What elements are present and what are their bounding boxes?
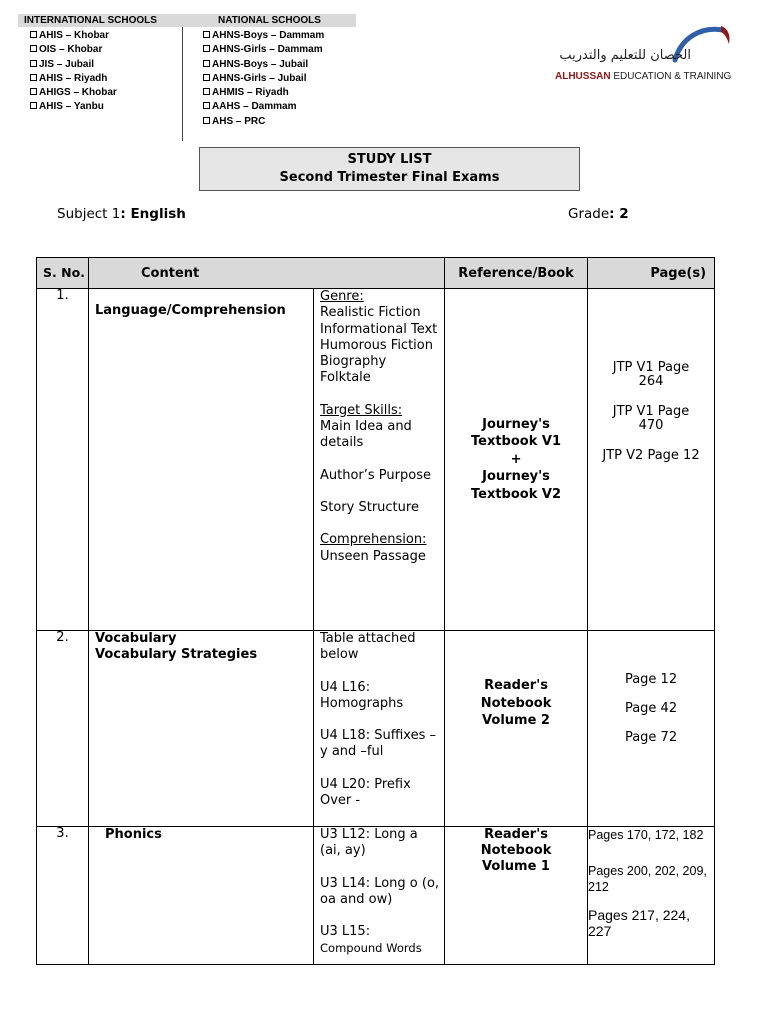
logo-english-text: ALHUSSAN EDUCATION & TRAINING	[555, 71, 732, 82]
row-pages: JTP V1 Page 264 JTP V1 Page 470 JTP V2 Page 12	[588, 289, 715, 631]
international-schools-column	[18, 27, 183, 141]
row-pages: Pages 170, 172, 182 Pages 200, 202, 209, 212 Pages 217, 224, 227	[588, 827, 715, 965]
alhussan-logo	[553, 24, 735, 84]
checkbox-icon[interactable]	[203, 102, 210, 109]
national-schools-header: NATIONAL SCHOOLS	[218, 15, 321, 26]
header-pages: Page(s)	[588, 258, 715, 289]
checkbox-icon[interactable]	[203, 88, 210, 95]
study-table	[36, 257, 715, 965]
checkbox-icon[interactable]	[203, 74, 210, 81]
table-row	[37, 289, 715, 631]
title-line-1: STUDY LIST	[347, 152, 432, 167]
row-items: Genre: Realistic Fiction Informational Text Humorous Fiction Biography Folktale Target Skills: Main Idea and details Author’s Purpose Story Structure Comprehension: Unseen Passage	[314, 289, 445, 631]
school-item[interactable]: AAHS – Dammam	[203, 100, 324, 114]
row-topic: Phonics	[89, 827, 314, 965]
checkbox-icon[interactable]	[203, 117, 210, 124]
schools-list	[18, 14, 356, 141]
header-reference: Reference/Book	[445, 258, 588, 289]
school-item[interactable]: AHNS-Girls – Jubail	[203, 72, 324, 86]
national-schools-column	[183, 27, 324, 141]
school-item[interactable]: AHNS-Boys – Jubail	[203, 58, 324, 72]
table-row	[37, 827, 715, 965]
school-item[interactable]: AHIS – Riyadh	[30, 72, 182, 86]
row-items: Table attached below U4 L16: Homographs U4 L18: Suffixes – y and –ful U4 L20: Prefix Over -	[314, 631, 445, 827]
row-number: 3.	[37, 827, 89, 965]
school-item[interactable]: AHIS – Yanbu	[30, 100, 182, 114]
table-header-row	[37, 258, 715, 289]
checkbox-icon[interactable]	[30, 102, 37, 109]
school-item[interactable]: AHNS-Boys – Dammam	[203, 29, 324, 43]
subject-line: Subject 1: English	[57, 206, 186, 222]
row-topic: Vocabulary Vocabulary Strategies	[89, 631, 314, 827]
international-schools-header: INTERNATIONAL SCHOOLS	[24, 15, 157, 26]
row-reference: Journey's Textbook V1 + Journey's Textbook V2	[445, 289, 588, 631]
school-item[interactable]: AHIS – Khobar	[30, 29, 182, 43]
header-content: Content	[89, 258, 445, 289]
checkbox-icon[interactable]	[203, 31, 210, 38]
row-number: 1.	[37, 289, 89, 631]
checkbox-icon[interactable]	[30, 74, 37, 81]
row-reference: Reader's Notebook Volume 1	[445, 827, 588, 965]
study-list-title	[199, 147, 580, 191]
school-item[interactable]: AHIGS – Khobar	[30, 86, 182, 100]
school-item[interactable]: AHMIS – Riyadh	[203, 86, 324, 100]
grade-line: Grade: 2	[568, 206, 629, 222]
title-line-2: Second Trimester Final Exams	[279, 170, 500, 185]
row-reference: Reader's Notebook Volume 2	[445, 631, 588, 827]
row-number: 2.	[37, 631, 89, 827]
checkbox-icon[interactable]	[203, 60, 210, 67]
checkbox-icon[interactable]	[30, 45, 37, 52]
table-row	[37, 631, 715, 827]
checkbox-icon[interactable]	[30, 88, 37, 95]
row-items: U3 L12: Long a (ai, ay) U3 L14: Long o (o, oa and ow) U3 L15: Compound Words	[314, 827, 445, 965]
school-item[interactable]: JIS – Jubail	[30, 58, 182, 72]
checkbox-icon[interactable]	[30, 60, 37, 67]
school-item[interactable]: AHNS-Girls – Dammam	[203, 43, 324, 57]
school-item[interactable]: AHS – PRC	[203, 115, 324, 129]
checkbox-icon[interactable]	[30, 31, 37, 38]
school-item[interactable]: OIS – Khobar	[30, 43, 182, 57]
checkbox-icon[interactable]	[203, 45, 210, 52]
header-sno: S. No.	[37, 258, 89, 289]
row-topic: Language/Comprehension	[89, 289, 314, 631]
row-pages: Page 12 Page 42 Page 72	[588, 631, 715, 827]
logo-arabic-text: الحصان للتعليم والتدريب	[559, 48, 691, 63]
schools-header-bar	[18, 14, 356, 27]
